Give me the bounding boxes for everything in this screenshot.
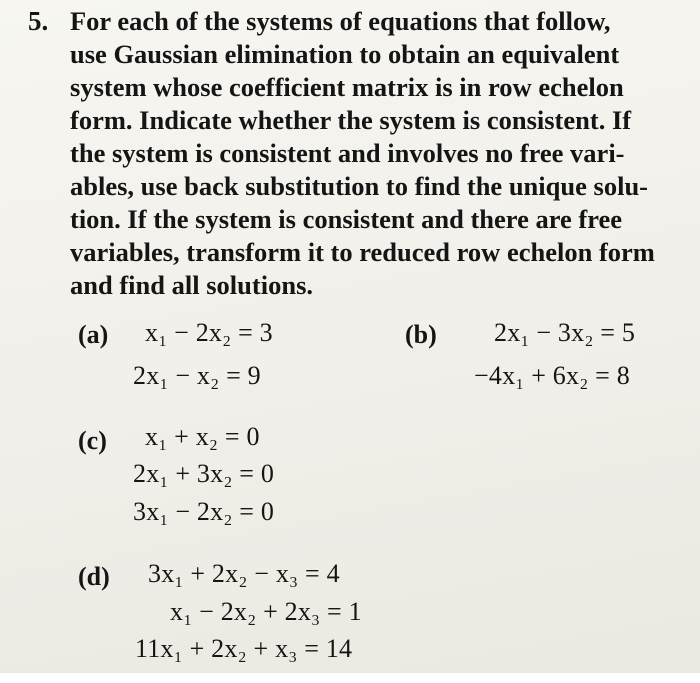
part-c-equation-1: x₁ + x₂ = 0 [145,422,260,451]
part-a-equation-2: 2x₁ − x₂ = 9 [133,361,261,390]
part-b-label: (b) [405,320,437,349]
part-c-label: (c) [78,426,107,455]
problem-text-line-3: system whose coefficient matrix is in row echelon [70,72,624,102]
part-b-equation-2: −4x₁ + 6x₂ = 8 [474,361,630,390]
problem-text-line-4: form. Indicate whether the system is consistent. If [70,105,632,135]
part-d-equation-3: 11x₁ + 2x₂ + x₃ = 14 [135,634,353,663]
problem-text-line-6: ables, use back substitution to find the unique solu- [70,171,649,201]
problem-text-line-8: variables, transform it to reduced row echelon form [70,237,655,267]
problem-text-line-1: For each of the systems of equations that follow, [70,6,611,36]
problem-text-line-5: the system is consistent and involves no free vari- [70,138,625,168]
part-d-equation-1: 3x₁ + 2x₂ − x₃ = 4 [148,559,340,588]
part-a-equation-1: x₁ − 2x₂ = 3 [145,318,273,347]
problem-text-line-9: and find all solutions. [70,270,314,300]
page-bottom-edge [0,673,700,683]
problem-text-line-2: use Gaussian elimination to obtain an equivalent [70,39,620,69]
part-b-equation-1: 2x₁ − 3x₂ = 5 [494,318,636,347]
problem-text-line-7: tion. If the system is consistent and there are free [70,204,623,234]
problem-number: 5. [28,6,49,36]
part-c-equation-2: 2x₁ + 3x₂ = 0 [133,459,275,488]
part-d-label: (d) [78,562,110,591]
part-a-label: (a) [78,320,109,349]
part-d-equation-2: x₁ − 2x₂ + 2x₃ = 1 [170,597,362,626]
part-c-equation-3: 3x₁ − 2x₂ = 0 [133,497,275,526]
